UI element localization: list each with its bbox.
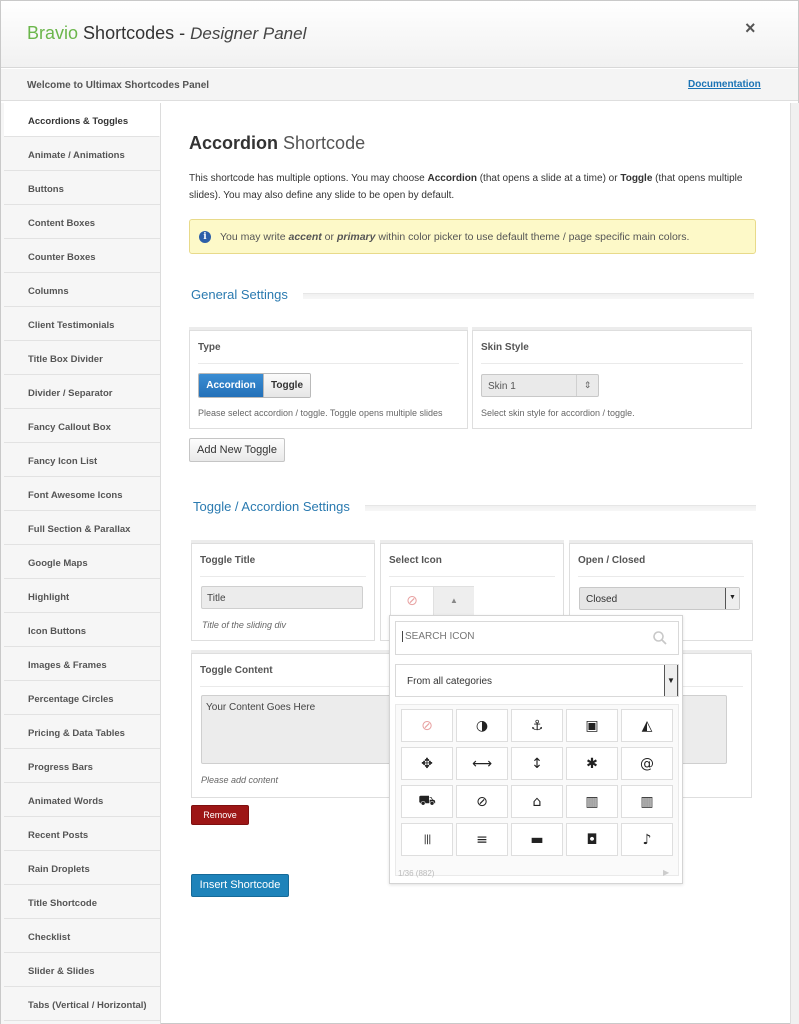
box-divider (389, 576, 555, 577)
toggle-settings-heading: Toggle / Accordion Settings (193, 499, 350, 514)
notice-part: You may write (220, 231, 289, 243)
general-settings-heading: General Settings (191, 287, 288, 302)
icon-search-box (395, 621, 679, 655)
at-icon[interactable]: @ (621, 747, 673, 780)
brand-name: Bravio (27, 23, 79, 43)
section-divider (365, 505, 756, 511)
scrollbar[interactable] (790, 103, 799, 1024)
sidebar-item[interactable]: Divider / Separator (4, 375, 160, 409)
skin-style-box (472, 330, 752, 429)
sidebar-item[interactable]: Accordions & Toggles (4, 103, 160, 137)
icon-category-value: From all categories (407, 676, 493, 687)
sidebar-item[interactable]: Images & Frames (4, 647, 160, 681)
beer-icon[interactable]: ◘ (566, 823, 618, 856)
sidebar-item[interactable]: Recent Posts (4, 817, 160, 851)
toggle-content-hint: Please add content (201, 775, 279, 785)
bar-chart-icon[interactable]: ▥ (566, 785, 618, 818)
panel-header (1, 1, 798, 68)
toggle-title-input[interactable]: Title (201, 586, 363, 609)
icon-picker-popup (389, 615, 683, 884)
desc-accordion: Accordion (427, 173, 477, 184)
notice-part: within color picker to use default theme / page specific main colors. (375, 231, 690, 243)
add-new-toggle-button[interactable]: Add New Toggle (189, 438, 285, 462)
skin-style-label: Skin Style (481, 342, 529, 353)
next-page-icon[interactable]: ▶ (663, 868, 670, 877)
page-title-light: Shortcode (283, 133, 366, 153)
icon-page-info: 1/36 (882) (398, 869, 435, 878)
sidebar-item[interactable]: Tabs (Vertical / Horizontal) (4, 987, 160, 1021)
page-title (189, 133, 365, 154)
product-name: Shortcodes (83, 23, 175, 43)
welcome-bar (1, 69, 798, 101)
remove-button[interactable]: Remove (191, 805, 249, 825)
page-title-bold: Accordion (189, 133, 279, 153)
arrows-v-icon[interactable]: ↕ (511, 747, 563, 780)
bar-chart-o-icon[interactable]: ▥ (621, 785, 673, 818)
box-divider (481, 363, 743, 364)
toggle-title-box (191, 543, 375, 641)
skin-style-select[interactable] (481, 374, 599, 397)
sidebar-item[interactable]: Animate / Animations (4, 137, 160, 171)
arrows-icon[interactable]: ✥ (401, 747, 453, 780)
skin-style-hint: Select skin style for accordion / toggle. (481, 408, 635, 418)
skin-style-value: Skin 1 (488, 381, 516, 392)
type-segmented-control (198, 373, 311, 398)
open-closed-select[interactable] (579, 587, 740, 610)
type-label: Type (198, 342, 221, 353)
no-icon[interactable]: ⊘ (401, 709, 453, 742)
sidebar (1, 103, 161, 1024)
updown-arrows-icon: ⇕ (576, 375, 598, 396)
notice-accent: accent (288, 231, 322, 243)
archive-icon[interactable]: ▣ (566, 709, 618, 742)
panel-title (27, 23, 306, 44)
no-icon: ⊘ (406, 593, 418, 609)
page-description (189, 170, 759, 204)
icon-category-select[interactable] (395, 664, 679, 697)
sidebar-item[interactable]: Content Boxes (4, 205, 160, 239)
sidebar-item[interactable]: Pricing & Data Tables (4, 715, 160, 749)
sidebar-item[interactable]: Buttons (4, 171, 160, 205)
notice-part: or (321, 231, 337, 243)
sidebar-item[interactable]: Client Testimonials (4, 307, 160, 341)
select-icon-label: Select Icon (389, 555, 442, 566)
notice-primary: primary (336, 231, 376, 243)
panel-subtitle: Designer Panel (190, 24, 307, 43)
arrows-h-icon[interactable]: ⟷ (456, 747, 508, 780)
accordion-option[interactable]: Accordion (199, 374, 263, 397)
toggle-title-hint: Title of the sliding div (202, 620, 286, 630)
desc-text: (that opens a slide at a time) or (476, 173, 621, 184)
ban-icon[interactable]: ⊘ (456, 785, 508, 818)
sidebar-item[interactable]: Slider & Slides (4, 953, 160, 987)
toggle-content-label: Toggle Content (200, 665, 273, 676)
automobile-icon[interactable]: ⛟ (401, 785, 453, 818)
sidebar-item[interactable]: Fancy Callout Box (4, 409, 160, 443)
icon-selector[interactable] (390, 586, 474, 616)
area-chart-icon[interactable]: ◭ (621, 709, 673, 742)
sidebar-item[interactable]: Columns (4, 273, 160, 307)
box-divider (198, 363, 459, 364)
info-notice (189, 219, 756, 254)
asterisk-icon[interactable]: ✱ (566, 747, 618, 780)
sidebar-item[interactable]: Font Awesome Icons (4, 477, 160, 511)
icon-search-input[interactable] (402, 631, 642, 642)
bed-icon[interactable]: ▬ (511, 823, 563, 856)
sidebar-item[interactable]: Progress Bars (4, 749, 160, 783)
sidebar-item[interactable]: Fancy Icon List (4, 443, 160, 477)
adjust-icon[interactable]: ◑ (456, 709, 508, 742)
box-divider (200, 576, 366, 577)
open-closed-label: Open / Closed (578, 555, 646, 566)
icon-grid (395, 704, 679, 876)
bell-icon[interactable]: ♪ (621, 823, 673, 856)
type-hint: Please select accordion / toggle. Toggle opens multiple slides (198, 408, 443, 418)
sidebar-item[interactable]: Percentage Circles (4, 681, 160, 715)
sidebar-item[interactable]: Title Shortcode (4, 885, 160, 919)
bars-icon[interactable]: ≡ (456, 823, 508, 856)
box-divider (578, 576, 744, 577)
anchor-icon[interactable]: ⚓ (511, 709, 563, 742)
sidebar-item[interactable]: Full Section & Parallax (4, 511, 160, 545)
open-closed-value: Closed (586, 594, 618, 605)
sidebar-item[interactable]: Rain Droplets (4, 851, 160, 885)
welcome-text: Welcome to Ultimax Shortcodes Panel (27, 80, 210, 91)
chevron-down-icon: ▼ (725, 588, 739, 609)
toggle-title-label: Toggle Title (200, 555, 256, 566)
notice-text (220, 231, 689, 243)
close-icon[interactable]: × (745, 18, 756, 38)
sidebar-item[interactable]: Icon Buttons (4, 613, 160, 647)
documentation-link[interactable]: Documentation (688, 79, 761, 90)
sidebar-item[interactable]: Title Box Divider (4, 341, 160, 375)
type-box (189, 330, 468, 429)
toggle-content-textarea[interactable]: Your Content Goes Here (201, 695, 727, 764)
toggle-option[interactable]: Toggle (263, 374, 310, 397)
barcode-icon[interactable]: ||| (401, 823, 453, 856)
sidebar-item[interactable]: Checklist (4, 919, 160, 953)
desc-toggle: Toggle (620, 173, 653, 184)
insert-shortcode-button[interactable]: Insert Shortcode (191, 874, 289, 897)
chevron-up-icon[interactable]: ▲ (433, 587, 474, 615)
sidebar-item[interactable]: Google Maps (4, 545, 160, 579)
sidebar-item[interactable]: Animated Words (4, 783, 160, 817)
chevron-down-icon: ▼ (664, 665, 678, 696)
desc-text: (that opens multiple slides). You may also define any slide to be open by default. (189, 173, 743, 201)
section-divider (303, 293, 754, 299)
bank-icon[interactable]: ⌂ (511, 785, 563, 818)
desc-text: This shortcode has multiple options. You may choose (189, 173, 428, 184)
info-icon: i (199, 231, 211, 243)
sidebar-item[interactable]: Highlight (4, 579, 160, 613)
title-separator: - (174, 23, 191, 43)
search-icon (652, 630, 668, 646)
sidebar-item[interactable]: Counter Boxes (4, 239, 160, 273)
